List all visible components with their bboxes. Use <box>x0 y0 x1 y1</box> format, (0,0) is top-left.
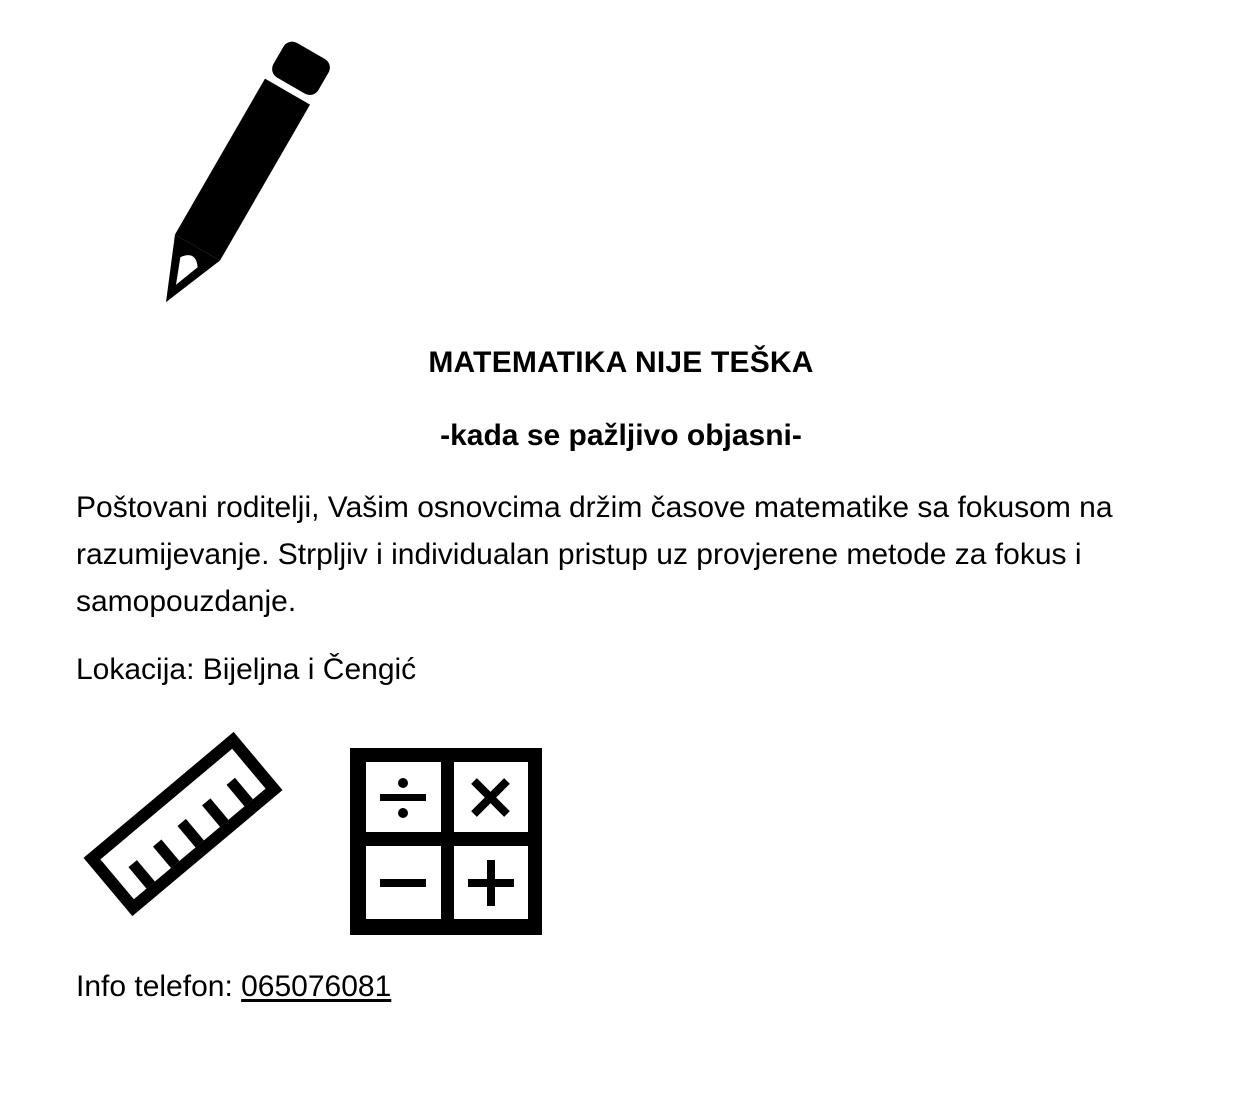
phone-label: Info telefon: <box>76 970 242 1003</box>
pencil-icon <box>150 40 350 330</box>
phone-number-link[interactable]: 065076081 <box>241 970 392 1003</box>
intro-paragraph: Poštovani roditelji, Vašim osnovcima držim časove matematike sa fokusom na razumijevanje. Strpljiv i individualan pristup uz provjerene metode za fokus i samopouzdanje. <box>76 491 1113 618</box>
document-title: MATEMATIKA NIJE TEŠKA <box>428 346 814 379</box>
math-operations-icon <box>350 748 542 935</box>
ruler-icon <box>78 718 288 930</box>
location-text: Lokacija: Bijeljna i Čengić <box>76 653 417 686</box>
document-subtitle: -kada se pažljivo objasni- <box>440 419 802 452</box>
phone-line <box>76 965 391 1009</box>
